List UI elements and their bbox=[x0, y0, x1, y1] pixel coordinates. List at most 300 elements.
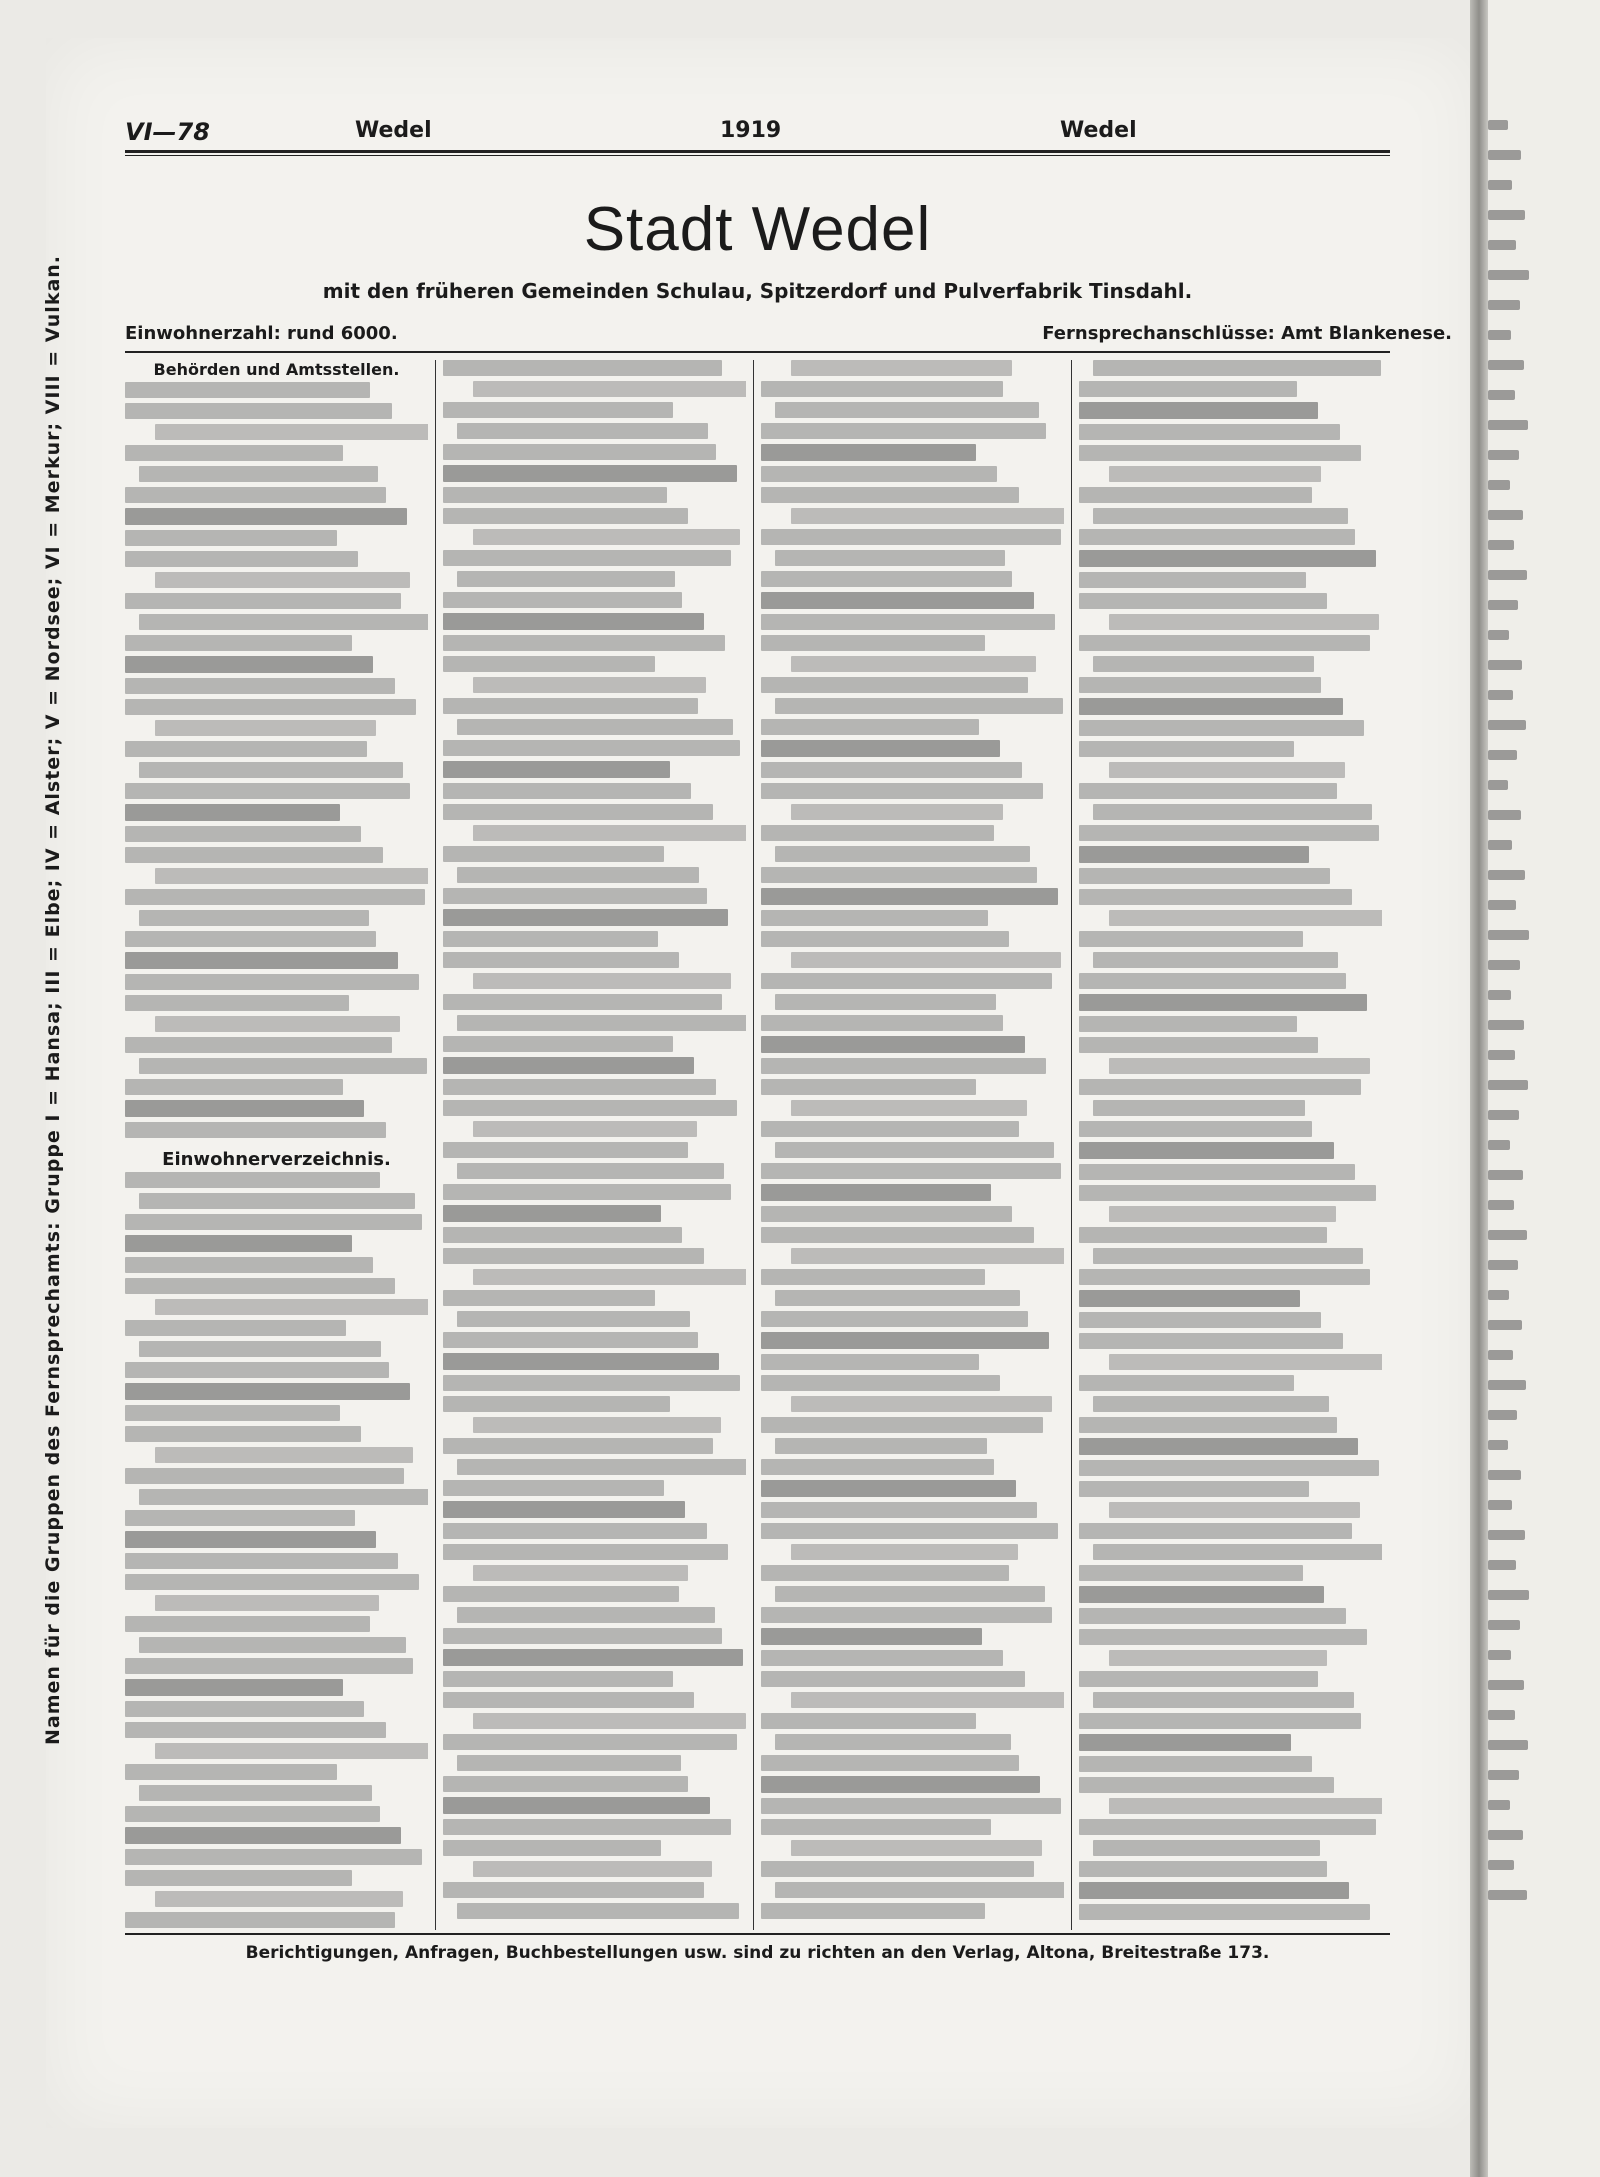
text-line-placeholder bbox=[1079, 1269, 1370, 1285]
text-line-placeholder bbox=[761, 762, 1022, 778]
adjacent-page-text-fragment bbox=[1488, 630, 1509, 640]
text-line-placeholder bbox=[125, 508, 407, 525]
text-line-placeholder bbox=[761, 1269, 985, 1285]
text-line-placeholder bbox=[1079, 846, 1309, 863]
text-line-placeholder bbox=[125, 1383, 410, 1400]
text-line-placeholder bbox=[443, 444, 716, 460]
text-line-placeholder bbox=[457, 1607, 715, 1623]
adjacent-page-text-fragment bbox=[1488, 1650, 1511, 1660]
text-line-placeholder bbox=[443, 1734, 737, 1750]
text-line-placeholder bbox=[443, 1227, 682, 1243]
adjacent-page-text-fragment bbox=[1488, 120, 1508, 130]
text-line-placeholder bbox=[125, 1214, 422, 1230]
text-line-placeholder bbox=[1109, 466, 1321, 482]
text-line-placeholder bbox=[155, 1447, 413, 1463]
text-line-placeholder bbox=[125, 1701, 364, 1717]
text-line-placeholder bbox=[761, 1015, 1003, 1031]
column-1 bbox=[125, 360, 428, 1930]
adjacent-page-text-fragment bbox=[1488, 1890, 1527, 1900]
text-line-placeholder bbox=[761, 1628, 982, 1645]
text-line-placeholder bbox=[125, 1616, 370, 1632]
text-line-placeholder bbox=[125, 1806, 380, 1822]
header-rule-thin bbox=[125, 155, 1390, 156]
text-line-placeholder bbox=[761, 1227, 1034, 1243]
text-line-placeholder bbox=[125, 1870, 352, 1886]
text-line-placeholder bbox=[775, 402, 1039, 418]
text-line-placeholder bbox=[1079, 1164, 1355, 1180]
text-line-placeholder bbox=[761, 1565, 1009, 1581]
adjacent-page-text-fragment bbox=[1488, 1620, 1520, 1630]
text-line-placeholder bbox=[125, 678, 395, 694]
text-line-placeholder bbox=[761, 1607, 1052, 1623]
text-line-placeholder bbox=[473, 1565, 688, 1581]
text-line-placeholder bbox=[443, 888, 707, 904]
adjacent-page-text-fragment bbox=[1488, 1710, 1515, 1720]
text-line-placeholder bbox=[775, 1882, 1064, 1898]
text-line-placeholder bbox=[761, 1671, 1025, 1687]
adjacent-page-text-fragment bbox=[1488, 330, 1511, 340]
text-line-placeholder bbox=[1079, 1121, 1312, 1137]
adjacent-page-text-fragment bbox=[1488, 1290, 1509, 1300]
text-line-placeholder bbox=[1109, 614, 1379, 630]
text-line-placeholder bbox=[473, 381, 746, 397]
text-line-placeholder bbox=[761, 740, 1000, 757]
adjacent-page-text-fragment bbox=[1488, 870, 1525, 880]
page-footer: Berichtigungen, Anfragen, Buchbestellungen usw. sind zu richten an den Verlag, Altona, Breitestraße 173. bbox=[245, 1943, 1270, 1963]
text-line-placeholder bbox=[125, 1079, 343, 1095]
text-line-placeholder bbox=[1109, 910, 1382, 926]
text-line-placeholder bbox=[791, 1544, 1018, 1560]
text-line-placeholder bbox=[1079, 445, 1361, 461]
adjacent-page-text-fragment bbox=[1488, 1560, 1516, 1570]
text-line-placeholder bbox=[125, 1531, 376, 1548]
text-line-placeholder bbox=[1079, 698, 1343, 715]
text-line-placeholder bbox=[775, 550, 1005, 566]
adjacent-page-text-fragment bbox=[1488, 270, 1529, 280]
text-line-placeholder bbox=[125, 1553, 398, 1569]
text-line-placeholder bbox=[1079, 1438, 1358, 1455]
text-line-placeholder bbox=[139, 910, 369, 926]
text-line-placeholder bbox=[443, 613, 704, 630]
text-line-placeholder bbox=[1079, 1586, 1324, 1603]
text-line-placeholder bbox=[443, 1184, 731, 1200]
adjacent-page-edge bbox=[1488, 0, 1600, 2177]
text-line-placeholder bbox=[1079, 889, 1352, 905]
text-line-placeholder bbox=[139, 762, 403, 778]
text-line-placeholder bbox=[443, 1205, 661, 1222]
text-line-placeholder bbox=[473, 677, 706, 693]
text-line-placeholder bbox=[473, 1121, 697, 1137]
adjacent-page-text-fragment bbox=[1488, 1140, 1510, 1150]
adjacent-page-text-fragment bbox=[1488, 750, 1517, 760]
text-line-placeholder bbox=[1079, 1861, 1327, 1877]
column-divider bbox=[753, 360, 754, 1930]
text-line-placeholder bbox=[139, 466, 378, 482]
text-line-placeholder bbox=[1079, 1460, 1379, 1476]
page-number: VI—78 bbox=[125, 118, 210, 146]
text-line-placeholder bbox=[125, 1679, 343, 1696]
text-line-placeholder bbox=[761, 910, 988, 926]
text-line-placeholder bbox=[443, 761, 670, 778]
adjacent-page-text-fragment bbox=[1488, 360, 1524, 370]
text-line-placeholder bbox=[443, 1628, 722, 1644]
adjacent-page-text-fragment bbox=[1488, 1530, 1525, 1540]
text-line-placeholder bbox=[125, 889, 425, 905]
header-year: 1919 bbox=[720, 118, 782, 143]
text-line-placeholder bbox=[791, 508, 1064, 524]
text-line-placeholder bbox=[761, 592, 1034, 609]
text-line-placeholder bbox=[443, 1692, 694, 1708]
text-line-placeholder bbox=[443, 1353, 719, 1370]
text-line-placeholder bbox=[1079, 1608, 1346, 1624]
text-line-placeholder bbox=[473, 1861, 712, 1877]
adjacent-page-text-fragment bbox=[1488, 420, 1528, 430]
text-line-placeholder bbox=[761, 888, 1058, 905]
adjacent-page-text-fragment bbox=[1488, 810, 1521, 820]
adjacent-page-text-fragment bbox=[1488, 1440, 1508, 1450]
text-line-placeholder bbox=[761, 1650, 1003, 1666]
text-line-placeholder bbox=[443, 1797, 710, 1814]
text-line-placeholder bbox=[1079, 1713, 1361, 1729]
text-line-placeholder bbox=[761, 973, 1052, 989]
text-line-placeholder bbox=[1079, 1481, 1309, 1497]
text-line-placeholder bbox=[125, 656, 373, 673]
text-line-placeholder bbox=[1079, 381, 1297, 397]
text-line-placeholder bbox=[761, 1184, 991, 1201]
text-line-placeholder bbox=[1079, 1290, 1300, 1307]
text-line-placeholder bbox=[125, 1235, 352, 1252]
text-line-placeholder bbox=[1093, 804, 1372, 820]
text-line-placeholder bbox=[761, 635, 985, 651]
text-line-placeholder bbox=[1079, 868, 1330, 884]
text-line-placeholder bbox=[125, 1574, 419, 1590]
text-line-placeholder bbox=[775, 698, 1063, 714]
adjacent-page-text-fragment bbox=[1488, 1800, 1510, 1810]
text-line-placeholder bbox=[443, 1079, 716, 1095]
text-line-placeholder bbox=[125, 1510, 355, 1526]
text-line-placeholder bbox=[1079, 1079, 1361, 1095]
adjacent-page-text-fragment bbox=[1488, 1590, 1529, 1600]
text-line-placeholder bbox=[155, 424, 428, 440]
text-line-placeholder bbox=[1079, 1629, 1367, 1645]
text-line-placeholder bbox=[761, 1798, 1061, 1814]
text-line-placeholder bbox=[155, 1299, 428, 1315]
text-line-placeholder bbox=[443, 1438, 713, 1454]
text-line-placeholder bbox=[1109, 1206, 1336, 1222]
text-line-placeholder bbox=[791, 952, 1061, 968]
adjacent-page-text-fragment bbox=[1488, 1500, 1512, 1510]
text-line-placeholder bbox=[443, 1649, 743, 1666]
text-line-placeholder bbox=[125, 487, 386, 503]
adjacent-page-text-fragment bbox=[1488, 840, 1512, 850]
text-line-placeholder bbox=[761, 423, 1046, 439]
columns-top-rule bbox=[125, 351, 1390, 353]
text-line-placeholder bbox=[139, 1341, 381, 1357]
text-line-placeholder bbox=[791, 360, 1012, 376]
text-line-placeholder bbox=[473, 1417, 721, 1433]
text-line-placeholder bbox=[1109, 1502, 1360, 1518]
adjacent-page-text-fragment bbox=[1488, 1350, 1513, 1360]
text-line-placeholder bbox=[443, 508, 688, 524]
text-line-placeholder bbox=[1079, 572, 1306, 588]
text-line-placeholder bbox=[1079, 529, 1355, 545]
text-line-placeholder bbox=[125, 593, 401, 609]
adjacent-page-text-fragment bbox=[1488, 990, 1511, 1000]
text-line-placeholder bbox=[1093, 1248, 1363, 1264]
header-rule bbox=[125, 150, 1390, 153]
text-line-placeholder bbox=[1093, 1100, 1305, 1116]
text-line-placeholder bbox=[457, 1015, 746, 1031]
text-line-placeholder bbox=[443, 1523, 707, 1539]
text-line-placeholder bbox=[761, 1332, 1049, 1349]
text-line-placeholder bbox=[443, 360, 722, 376]
adjacent-page-text-fragment bbox=[1488, 210, 1525, 220]
text-line-placeholder bbox=[761, 677, 1028, 693]
text-line-placeholder bbox=[125, 1172, 380, 1188]
text-line-placeholder bbox=[1079, 593, 1327, 609]
text-line-placeholder bbox=[155, 1743, 428, 1759]
text-line-placeholder bbox=[457, 1755, 681, 1771]
adjacent-page-text-fragment bbox=[1488, 1260, 1518, 1270]
text-line-placeholder bbox=[761, 1206, 1012, 1222]
adjacent-page-text-fragment bbox=[1488, 960, 1520, 970]
text-line-placeholder bbox=[1093, 360, 1381, 376]
running-header bbox=[125, 118, 1390, 148]
adjacent-page-text-fragment bbox=[1488, 1770, 1519, 1780]
text-line-placeholder bbox=[1109, 1058, 1370, 1074]
text-line-placeholder bbox=[443, 1544, 728, 1560]
text-line-placeholder bbox=[443, 1396, 670, 1412]
text-line-placeholder bbox=[1079, 1756, 1312, 1772]
text-line-placeholder bbox=[761, 487, 1019, 503]
text-line-placeholder bbox=[761, 719, 979, 735]
text-line-placeholder bbox=[443, 931, 658, 947]
adjacent-page-text-fragment bbox=[1488, 180, 1512, 190]
text-line-placeholder bbox=[1079, 973, 1346, 989]
text-line-placeholder bbox=[761, 825, 994, 841]
text-line-placeholder bbox=[761, 931, 1009, 947]
text-line-placeholder bbox=[125, 1658, 413, 1674]
section-heading-residents: Einwohnerverzeichnis. bbox=[162, 1149, 391, 1170]
adjacent-page-text-fragment bbox=[1488, 900, 1516, 910]
text-line-placeholder bbox=[125, 1405, 340, 1421]
text-line-placeholder bbox=[1093, 952, 1338, 968]
adjacent-page-text-fragment bbox=[1488, 1170, 1523, 1180]
text-line-placeholder bbox=[443, 804, 713, 820]
page-title: Stadt Wedel bbox=[583, 195, 932, 264]
text-line-placeholder bbox=[125, 551, 358, 567]
text-line-placeholder bbox=[443, 465, 737, 482]
text-line-placeholder bbox=[443, 1057, 694, 1074]
text-line-placeholder bbox=[443, 783, 691, 799]
text-line-placeholder bbox=[139, 1785, 372, 1801]
text-line-placeholder bbox=[1093, 1544, 1382, 1560]
text-line-placeholder bbox=[1079, 994, 1367, 1011]
text-line-placeholder bbox=[761, 1903, 985, 1919]
text-line-placeholder bbox=[125, 1849, 422, 1865]
adjacent-page-text-fragment bbox=[1488, 570, 1527, 580]
text-line-placeholder bbox=[1079, 550, 1376, 567]
text-line-placeholder bbox=[1109, 1354, 1382, 1370]
text-line-placeholder bbox=[457, 1163, 724, 1179]
text-line-placeholder bbox=[1079, 1565, 1303, 1581]
text-line-placeholder bbox=[1093, 656, 1314, 672]
text-line-placeholder bbox=[761, 1163, 1061, 1179]
text-line-placeholder bbox=[443, 952, 679, 968]
adjacent-page-text-fragment bbox=[1488, 1680, 1524, 1690]
text-line-placeholder bbox=[1079, 1523, 1352, 1539]
text-line-placeholder bbox=[125, 382, 370, 398]
text-line-placeholder bbox=[443, 740, 740, 756]
text-line-placeholder bbox=[139, 1193, 415, 1209]
text-line-placeholder bbox=[761, 1861, 1034, 1877]
text-line-placeholder bbox=[1109, 1650, 1327, 1666]
text-line-placeholder bbox=[761, 381, 1003, 397]
text-line-placeholder bbox=[1079, 720, 1364, 736]
text-line-placeholder bbox=[473, 825, 746, 841]
text-line-placeholder bbox=[1079, 1312, 1321, 1328]
text-line-placeholder bbox=[775, 994, 996, 1010]
column-divider bbox=[435, 360, 436, 1930]
adjacent-page-text-fragment bbox=[1488, 240, 1516, 250]
text-line-placeholder bbox=[761, 1058, 1046, 1074]
text-line-placeholder bbox=[761, 444, 976, 461]
text-line-placeholder bbox=[1079, 1819, 1376, 1835]
text-line-placeholder bbox=[473, 973, 731, 989]
text-line-placeholder bbox=[761, 1311, 1028, 1327]
adjacent-page-text-fragment bbox=[1488, 930, 1529, 940]
text-line-placeholder bbox=[457, 423, 708, 439]
text-line-placeholder bbox=[1079, 741, 1294, 757]
text-line-placeholder bbox=[761, 1523, 1058, 1539]
text-line-placeholder bbox=[761, 1417, 1043, 1433]
text-line-placeholder bbox=[443, 1840, 661, 1856]
text-line-placeholder bbox=[1079, 1671, 1318, 1687]
text-line-placeholder bbox=[761, 1375, 1000, 1391]
text-line-placeholder bbox=[139, 614, 428, 630]
page-subtitle: mit den früheren Gemeinden Schulau, Spitzerdorf und Pulverfabrik Tinsdahl. bbox=[322, 279, 1193, 303]
text-line-placeholder bbox=[791, 1248, 1064, 1264]
sidebar-vertical-text: Namen für die Gruppen des Fernsprechamts: Gruppe I = Hansa; III = Elbe; IV = Alster; V = Nordsee; VI = Merkur; VIII = Vulkan. bbox=[42, 254, 64, 1746]
directory-columns bbox=[125, 360, 1390, 1930]
text-line-placeholder bbox=[761, 614, 1055, 630]
header-place-left: Wedel bbox=[355, 118, 432, 143]
text-line-placeholder bbox=[155, 868, 428, 884]
text-line-placeholder bbox=[443, 1332, 698, 1348]
text-line-placeholder bbox=[775, 1438, 987, 1454]
text-line-placeholder bbox=[125, 1257, 373, 1273]
text-line-placeholder bbox=[443, 994, 722, 1010]
text-line-placeholder bbox=[1079, 1037, 1318, 1053]
text-line-placeholder bbox=[443, 1290, 655, 1306]
text-line-placeholder bbox=[761, 1036, 1025, 1053]
text-line-placeholder bbox=[761, 466, 997, 482]
adjacent-page-text-fragment bbox=[1488, 540, 1514, 550]
text-line-placeholder bbox=[443, 550, 731, 566]
binding-shadow bbox=[1470, 0, 1488, 2177]
text-line-placeholder bbox=[443, 1586, 679, 1602]
text-line-placeholder bbox=[125, 530, 337, 546]
text-line-placeholder bbox=[125, 1100, 364, 1117]
adjacent-page-text-fragment bbox=[1488, 390, 1515, 400]
text-line-placeholder bbox=[443, 1501, 685, 1518]
text-line-placeholder bbox=[443, 698, 698, 714]
adjacent-page-text-fragment bbox=[1488, 450, 1519, 460]
text-line-placeholder bbox=[125, 1468, 404, 1484]
text-line-placeholder bbox=[155, 572, 410, 588]
adjacent-page-text-fragment bbox=[1488, 1830, 1523, 1840]
text-line-placeholder bbox=[155, 720, 376, 736]
header-place-right: Wedel bbox=[1060, 118, 1137, 143]
text-line-placeholder bbox=[1079, 783, 1337, 799]
text-line-placeholder bbox=[791, 1692, 1064, 1708]
text-line-placeholder bbox=[443, 1776, 688, 1792]
adjacent-page-text-fragment bbox=[1488, 1080, 1528, 1090]
section-heading-authorities: Behörden und Amtsstellen. bbox=[153, 360, 400, 379]
text-line-placeholder bbox=[1079, 1185, 1376, 1201]
adjacent-page-text-fragment bbox=[1488, 720, 1526, 730]
text-line-placeholder bbox=[125, 783, 410, 799]
adjacent-page-text-fragment bbox=[1488, 600, 1518, 610]
text-line-placeholder bbox=[1079, 1227, 1327, 1243]
population-info: Einwohnerzahl: rund 6000. bbox=[125, 323, 398, 344]
text-line-placeholder bbox=[761, 1755, 1019, 1771]
text-line-placeholder bbox=[1093, 1840, 1320, 1856]
text-line-placeholder bbox=[775, 1142, 1054, 1158]
adjacent-page-text-fragment bbox=[1488, 1740, 1528, 1750]
text-line-placeholder bbox=[1079, 424, 1340, 440]
text-line-placeholder bbox=[1079, 1333, 1343, 1349]
adjacent-page-text-fragment bbox=[1488, 150, 1521, 160]
text-line-placeholder bbox=[125, 699, 416, 715]
text-line-placeholder bbox=[775, 1734, 1011, 1750]
adjacent-page-text-fragment bbox=[1488, 1050, 1515, 1060]
columns-bottom-rule bbox=[125, 1933, 1390, 1935]
text-line-placeholder bbox=[125, 1278, 395, 1294]
adjacent-page-text-fragment bbox=[1488, 690, 1513, 700]
text-line-placeholder bbox=[125, 445, 343, 461]
adjacent-page-text-fragment bbox=[1488, 480, 1510, 490]
text-line-placeholder bbox=[443, 1819, 731, 1835]
adjacent-page-text-fragment bbox=[1488, 780, 1508, 790]
adjacent-page-text-fragment bbox=[1488, 1470, 1521, 1480]
text-line-placeholder bbox=[1079, 635, 1370, 651]
text-line-placeholder bbox=[443, 1100, 737, 1116]
adjacent-page-text-fragment bbox=[1488, 1230, 1527, 1240]
text-line-placeholder bbox=[761, 1480, 1016, 1497]
text-line-placeholder bbox=[1093, 508, 1348, 524]
text-line-placeholder bbox=[125, 1722, 386, 1738]
text-line-placeholder bbox=[125, 931, 376, 947]
text-line-placeholder bbox=[125, 635, 352, 651]
text-line-placeholder bbox=[761, 1121, 1019, 1137]
text-line-placeholder bbox=[125, 1320, 346, 1336]
text-line-placeholder bbox=[125, 847, 383, 863]
text-line-placeholder bbox=[125, 1912, 395, 1928]
adjacent-page-text-fragment bbox=[1488, 1020, 1524, 1030]
text-line-placeholder bbox=[1079, 677, 1321, 693]
text-line-placeholder bbox=[1079, 931, 1303, 947]
text-line-placeholder bbox=[761, 1502, 1037, 1518]
text-line-placeholder bbox=[125, 1037, 392, 1053]
text-line-placeholder bbox=[791, 1840, 1042, 1856]
text-line-placeholder bbox=[761, 783, 1043, 799]
text-line-placeholder bbox=[791, 1100, 1027, 1116]
text-line-placeholder bbox=[761, 1819, 991, 1835]
column-4 bbox=[1079, 360, 1382, 1930]
text-line-placeholder bbox=[761, 529, 1061, 545]
text-line-placeholder bbox=[1079, 487, 1312, 503]
